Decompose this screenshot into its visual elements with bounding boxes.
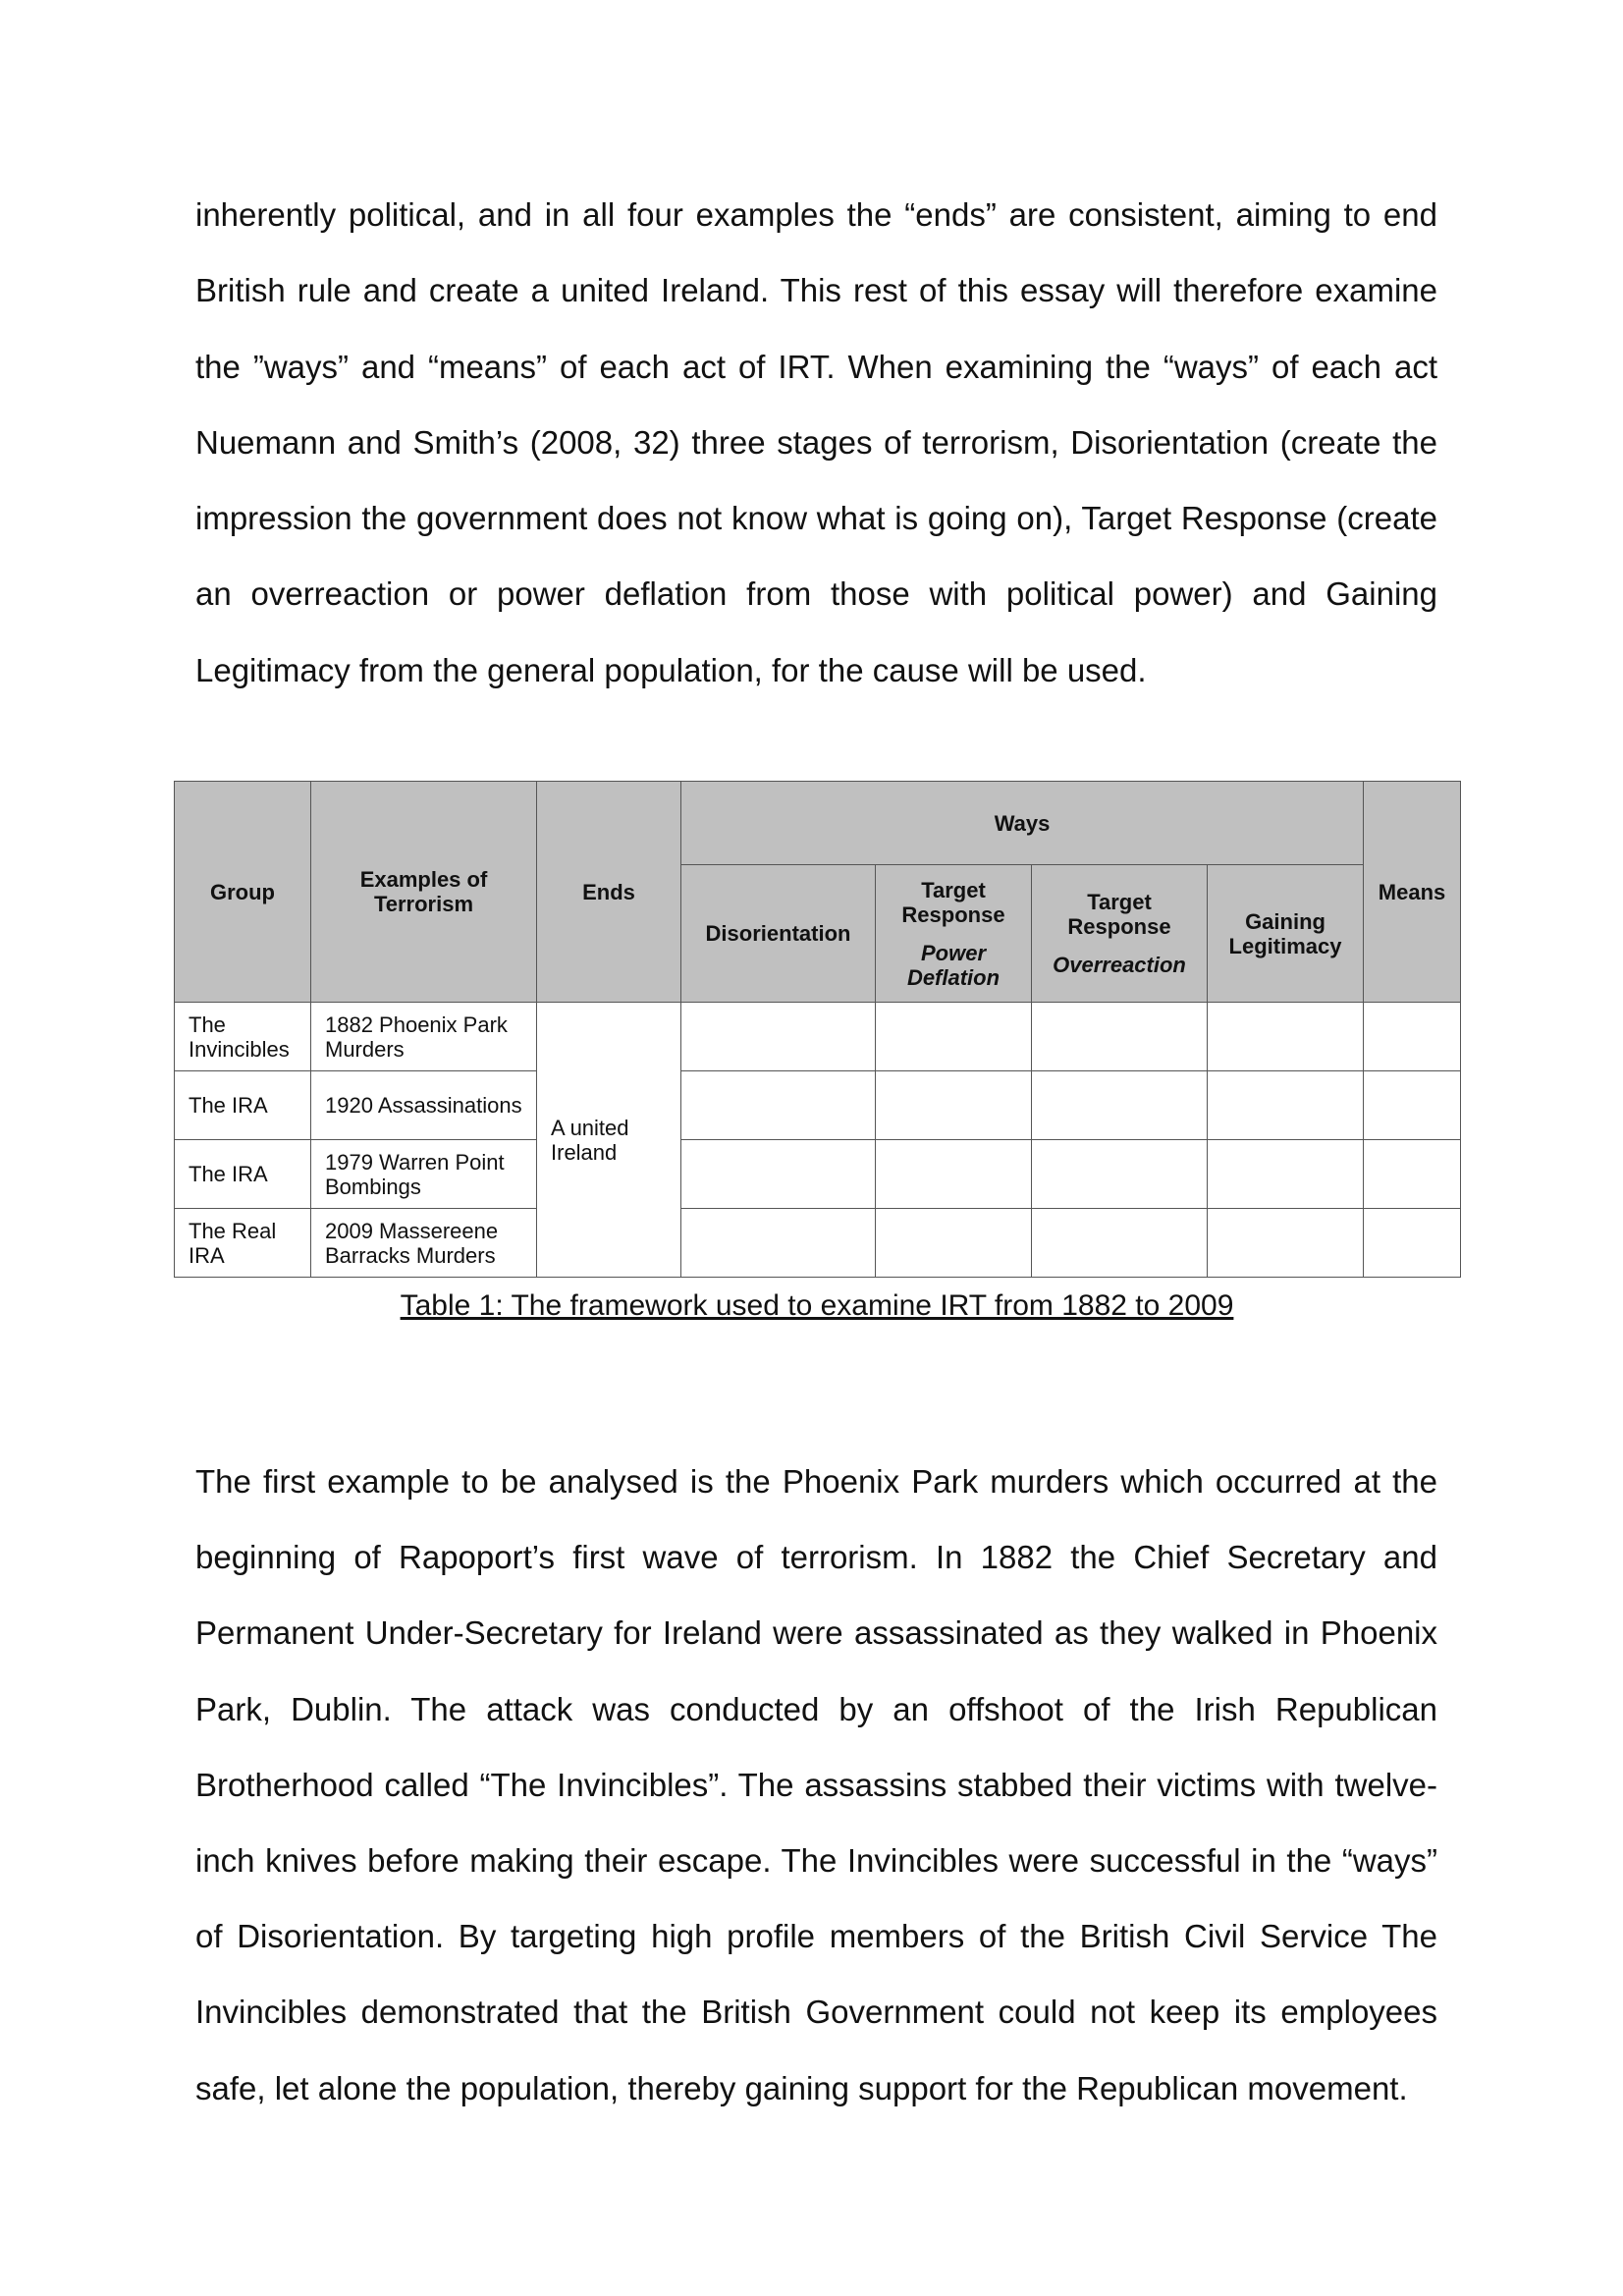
cell-means <box>1364 1003 1461 1071</box>
cell-disorientation <box>681 1071 876 1140</box>
header-target-response-overreaction: Target Response Overreaction <box>1032 865 1208 1003</box>
cell-power-deflation <box>876 1071 1032 1140</box>
header-gaining-legitimacy: Gaining Legitimacy <box>1208 865 1364 1003</box>
header-means: Means <box>1364 782 1461 1003</box>
table-row <box>175 1071 1461 1140</box>
cell-group: The Invincibles <box>175 1003 311 1071</box>
cell-example: 1920 Assassinations <box>311 1071 537 1140</box>
framework-table <box>174 781 1461 1278</box>
cell-ends: A united Ireland <box>537 1003 681 1278</box>
cell-power-deflation <box>876 1140 1032 1209</box>
body-paragraph-2: The first example to be analysed is the Phoenix Park murders which occurred at the beginning of Rapoport’s first wave of terrorism. In 1882 the Chief Secretary and Permanent Under-Secretary for Ireland were assassinated as they walked in Phoenix Park, Dublin. The attack was conducted by an offshoot of the Irish Republican Brotherhood called “The Invincibles”. The assassins stabbed their victims with twelve-inch knives before making their escape. The Invincibles were successful in the “ways” of Disorientation. By targeting high profile members of the British Civil Service The Invincibles demonstrated that the British Government could not keep its employees safe, let alone the population, thereby gaining support for the Republican movement. <box>195 1463 1437 2106</box>
cell-group: The Real IRA <box>175 1209 311 1278</box>
body-paragraph-1: inherently political, and in all four examples the “ends” are consistent, aiming to end British rule and create a united Ireland. This rest of this essay will therefore examine the ”ways” and “means” of each act of IRT. When examining the “ways” of each act Nuemann and Smith’s (2008, 32) three stages of terrorism, Disorientation (create the impression the government does not know what is going on), Target Response (create an overreaction or power deflation from those with political power) and Gaining Legitimacy from the general population, for the cause will be used. <box>195 196 1437 688</box>
cell-gaining-legitimacy <box>1208 1209 1364 1278</box>
header-ends: Ends <box>537 782 681 1003</box>
table-row <box>175 1003 1461 1071</box>
table-row <box>175 1140 1461 1209</box>
cell-power-deflation <box>876 1003 1032 1071</box>
cell-overreaction <box>1032 1209 1208 1278</box>
cell-means <box>1364 1209 1461 1278</box>
cell-example: 2009 Massereene Barracks Murders <box>311 1209 537 1278</box>
header-disorientation: Disorientation <box>681 865 876 1003</box>
header-group: Group <box>175 782 311 1003</box>
cell-power-deflation <box>876 1209 1032 1278</box>
power-deflation-label: Power Deflation <box>906 940 1001 990</box>
table-caption: Table 1: The framework used to examine IRT from 1882 to 2009 <box>400 1289 1234 1322</box>
header-examples: Examples of Terrorism <box>311 782 537 1003</box>
cell-means <box>1364 1071 1461 1140</box>
table-row <box>175 1209 1461 1278</box>
cell-means <box>1364 1140 1461 1209</box>
cell-example: 1979 Warren Point Bombings <box>311 1140 537 1209</box>
cell-disorientation <box>681 1140 876 1209</box>
header-target-response-power: Target Response Power Deflation <box>876 865 1032 1003</box>
cell-overreaction <box>1032 1003 1208 1071</box>
cell-gaining-legitimacy <box>1208 1140 1364 1209</box>
header-ways: Ways <box>681 782 1364 865</box>
cell-gaining-legitimacy <box>1208 1071 1364 1140</box>
cell-group: The IRA <box>175 1140 311 1209</box>
overreaction-label: Overreaction <box>1053 953 1186 977</box>
cell-group: The IRA <box>175 1071 311 1140</box>
cell-example: 1882 Phoenix Park Murders <box>311 1003 537 1071</box>
cell-overreaction <box>1032 1140 1208 1209</box>
cell-overreaction <box>1032 1071 1208 1140</box>
cell-gaining-legitimacy <box>1208 1003 1364 1071</box>
cell-disorientation <box>681 1003 876 1071</box>
cell-disorientation <box>681 1209 876 1278</box>
